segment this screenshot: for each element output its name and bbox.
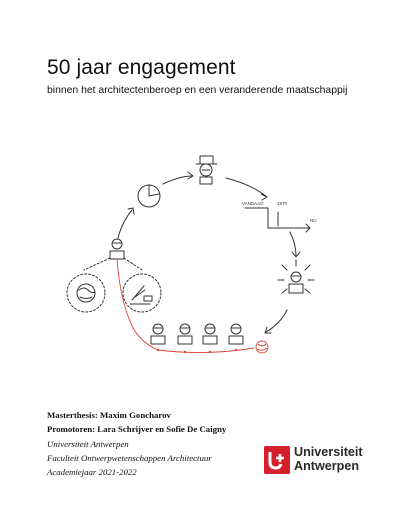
logo-text xyxy=(294,445,363,473)
cycle-arrow-bottom-right xyxy=(266,310,287,332)
page-subtitle: binnen het architectenberoep en een veranderende maatschappij xyxy=(47,85,348,96)
university-line: Universiteit Antwerpen xyxy=(47,438,129,449)
cycle-arrow-top xyxy=(163,176,192,184)
masterthesis-line: Masterthesis: Maxim Goncharov xyxy=(47,410,171,420)
label-nu: NU xyxy=(310,218,317,223)
timeline-graph xyxy=(245,208,310,232)
central-figure-icon xyxy=(278,260,314,293)
cycle-arrow-left xyxy=(118,210,132,238)
cycle-arrow-right xyxy=(290,232,296,256)
logo-line-1: Universiteit xyxy=(294,445,363,459)
thesis-meta xyxy=(47,408,226,479)
logo-line-2: Antwerpen xyxy=(294,459,360,473)
label-1970: 1970 xyxy=(277,201,288,206)
faculty-line: Faculteit Ontwerpwetenschappen Architectuur xyxy=(47,452,212,463)
figure-group-icon xyxy=(151,324,243,344)
logo-mark xyxy=(264,446,290,474)
left-figure-icon xyxy=(110,239,124,259)
promotoren-line: Promotoren: Lara Schrijver en Sofie De Caigny xyxy=(47,424,227,435)
globe-icon xyxy=(67,274,105,312)
tools-icon xyxy=(123,274,161,312)
label-vandaag: VANDAAG xyxy=(242,201,264,206)
academic-year-line: Academiejaar 2021-2022 xyxy=(47,467,137,478)
red-thread xyxy=(117,259,254,353)
page-title: 50 jaar engagement xyxy=(47,56,236,79)
cycle-arrow-right-top xyxy=(226,178,266,196)
top-hat-figure-icon xyxy=(196,156,217,184)
yarn-ball-icon xyxy=(256,341,268,353)
cycle-illustration xyxy=(0,140,400,370)
